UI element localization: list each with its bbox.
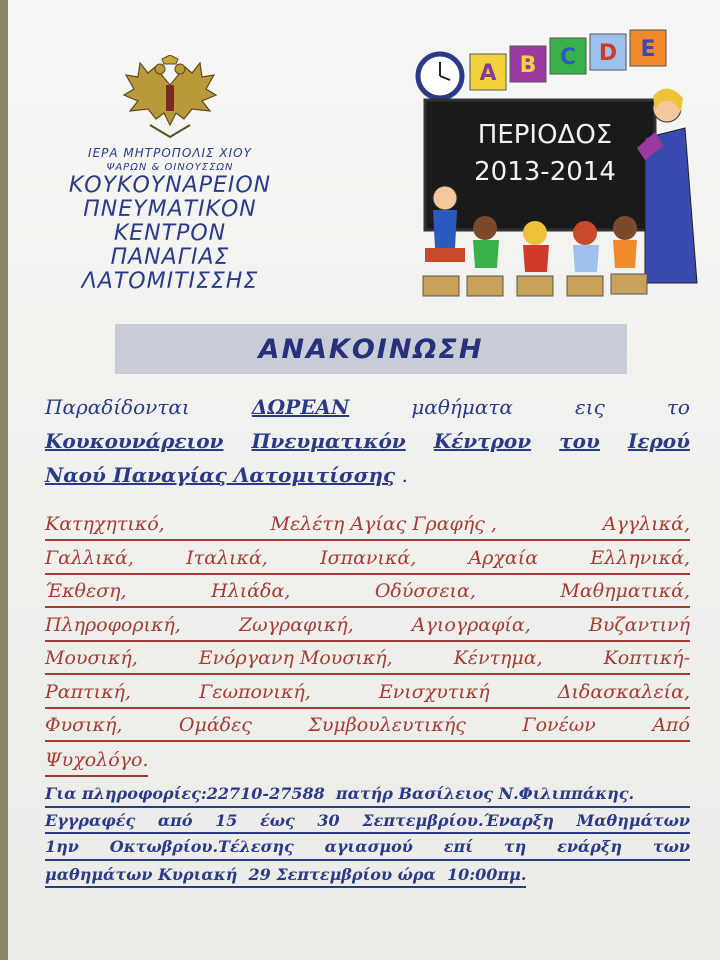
info-word: ενάρξη xyxy=(557,837,622,856)
subject-word: Ομάδες xyxy=(178,714,252,736)
subjects-line xyxy=(45,644,690,675)
subject-word: Αγγλικά, xyxy=(602,513,690,535)
info-word: Σεπτεμβρίου.Έναρξη xyxy=(362,810,554,830)
subject-word: Ψυχολόγο. xyxy=(45,748,149,771)
subject-word: Ενόργανη Μουσική, xyxy=(198,647,393,669)
subject-word: Έκθεση, xyxy=(45,580,127,602)
subjects-line xyxy=(45,611,690,642)
subject-word: Μαθηματικά, xyxy=(560,580,690,602)
intro-word: Παραδίδονται xyxy=(45,395,190,419)
info-word: Μαθημάτων xyxy=(576,810,690,830)
info-word: επί xyxy=(443,837,473,856)
intro-line xyxy=(45,424,690,458)
clock-icon xyxy=(418,54,462,98)
center-name-line: ΠΑΝΑΓΙΑΣ xyxy=(110,245,230,270)
subject-word: Μελέτη Αγίας Γραφής , xyxy=(270,513,497,535)
info-line xyxy=(45,783,690,808)
intro-line xyxy=(45,390,690,424)
subject-word: Από xyxy=(652,714,690,736)
center-name-line: ΠΝΕΥΜΑΤΙΚΟΝ xyxy=(83,197,257,222)
subject-word: Μουσική, xyxy=(45,647,138,669)
intro-word: του xyxy=(559,429,600,453)
intro-word: το xyxy=(666,395,690,419)
intro-word: Κέντρον xyxy=(433,429,532,453)
block-letter: E xyxy=(640,37,656,62)
subject-word: Ισπανικά, xyxy=(320,546,417,569)
announcement-banner xyxy=(115,324,627,374)
subject-word: Γαλλικά, xyxy=(45,546,134,569)
school-blackboard-clipart xyxy=(405,28,700,298)
subject-word: Συμβουλευτικής xyxy=(308,714,466,736)
intro-line xyxy=(45,458,690,492)
info-word: έως xyxy=(260,810,295,830)
info-word: 15 xyxy=(215,810,238,830)
block-letter: C xyxy=(559,45,577,70)
subjects-line xyxy=(45,678,690,709)
subjects-line xyxy=(45,544,690,575)
subject-word: Ιταλικά, xyxy=(186,546,268,569)
subject-word: Οδύσσεια, xyxy=(374,580,476,602)
double-headed-eagle-emblem xyxy=(120,55,220,140)
intro-word: Κουκουνάρειον xyxy=(45,429,224,453)
subject-word: Αρχαία xyxy=(468,546,539,569)
subjects-list xyxy=(45,510,690,779)
free-emphasis: ΔΩΡΕΑΝ xyxy=(251,395,350,419)
intro-word: εις xyxy=(575,395,605,419)
info-schedule: μαθημάτων Κυριακή 29 Σεπτεμβρίου ώρα 10:00πμ. xyxy=(45,864,527,884)
info-phone-contact: Για πληροφορίες:22710-27588 πατήρ Βασίλειος Ν.Φιλιππάκης. xyxy=(45,784,635,803)
subject-word: Ζωγραφική, xyxy=(238,613,354,636)
block-letter: B xyxy=(519,53,537,78)
block-letter: A xyxy=(479,61,497,86)
info-line xyxy=(45,836,690,861)
subject-word: Ηλιάδα, xyxy=(211,580,291,602)
board-text-years: 2013-2014 xyxy=(474,157,616,187)
info-line xyxy=(45,810,690,835)
intro-paragraph xyxy=(45,390,690,492)
intro-word: Πνευματικόν xyxy=(251,429,406,453)
info-word: 30 xyxy=(317,810,340,830)
center-name-line: ΚΕΝΤΡΟΝ xyxy=(113,221,227,246)
info-word: 1ην xyxy=(45,837,79,856)
info-word: αγιασμού xyxy=(324,837,413,856)
center-name-line: ΛΑΤΟΜΙΤΙΣΣΗΣ xyxy=(81,269,259,294)
subject-word: Κέντημα, xyxy=(453,647,543,669)
board-text-period: ΠΕΡΙΟΔΟΣ xyxy=(477,120,613,150)
announcement-title: ΑΝΑΚΟΙΝΩΣΗ xyxy=(258,333,484,365)
subject-word: Φυσική, xyxy=(45,714,123,736)
subject-word: Πληροφορική, xyxy=(45,613,181,636)
subject-word: Αγιογραφία, xyxy=(411,613,531,636)
intro-word: Ιερού xyxy=(627,429,690,453)
subjects-line xyxy=(45,577,690,608)
info-word: τη xyxy=(503,837,527,856)
contact-info xyxy=(45,783,690,890)
subjects-line xyxy=(45,711,690,742)
subjects-line xyxy=(45,510,690,541)
info-line xyxy=(45,864,526,889)
subject-word: Ενισχυτική xyxy=(378,680,490,703)
intro-period: . xyxy=(401,463,408,487)
info-word: από xyxy=(157,810,193,830)
subject-word: Γεωπονική, xyxy=(199,680,311,703)
info-word: Εγγραφές xyxy=(45,810,136,830)
alphabet-blocks xyxy=(470,30,666,90)
subject-word: Γονέων xyxy=(522,714,596,736)
subject-word: Διδασκαλεία, xyxy=(557,680,690,703)
info-word: Οκτωβρίου.Τέλεσης xyxy=(109,837,294,856)
info-word: των xyxy=(652,837,690,856)
organization-header xyxy=(40,146,300,294)
intro-word: μαθήματα xyxy=(411,395,513,419)
subject-word: Ελληνικά, xyxy=(590,546,690,569)
subject-word: Κοπτική- xyxy=(603,647,690,669)
church-name: Ναού Παναγίας Λατομιτίσσης xyxy=(45,463,396,487)
subject-word: Βυζαντινή xyxy=(588,613,690,636)
block-letter: D xyxy=(598,41,618,66)
subject-word: Ραπτική, xyxy=(45,680,131,703)
center-name-line: ΚΟΥΚΟΥΝΑΡΕΙΟΝ xyxy=(68,173,272,198)
metropolis-subline: ΨΑΡΩΝ & ΟΙΝΟΥΣΣΩΝ xyxy=(106,162,234,173)
subject-word: Κατηχητικό, xyxy=(45,513,165,535)
metropolis-line: ΙΕΡΑ ΜΗΤΡΟΠΟΛΙΣ ΧΙΟΥ xyxy=(88,146,252,160)
school-desks xyxy=(423,274,647,296)
subjects-line xyxy=(45,746,148,777)
